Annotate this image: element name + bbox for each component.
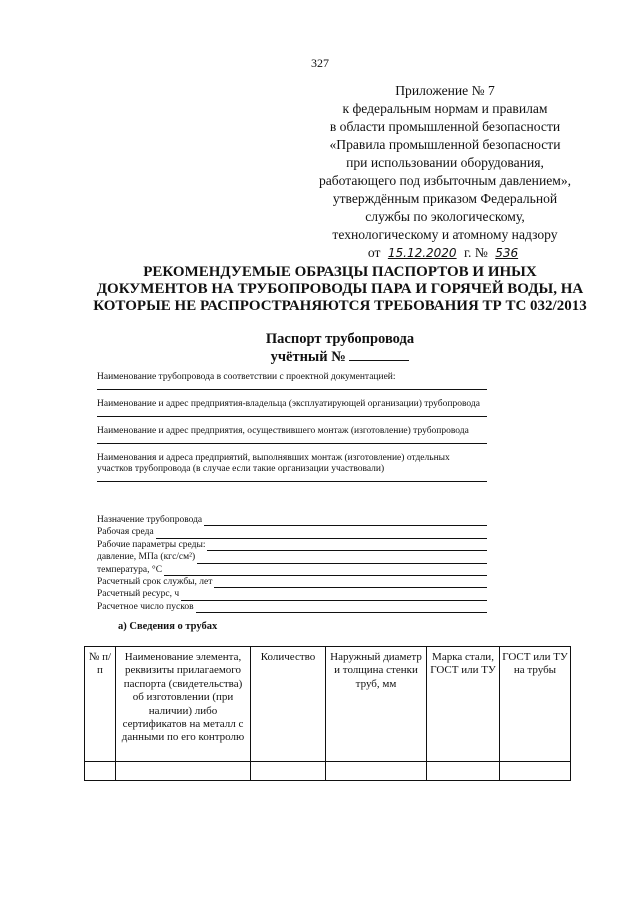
table-header-row <box>85 647 571 762</box>
form-field[interactable] <box>97 372 487 390</box>
param-label: температура, °С <box>97 564 163 575</box>
form-field[interactable] <box>97 399 487 417</box>
field-label: Наименование и адрес предприятия-владельца (эксплуатирующей организации) трубопровода <box>97 399 480 409</box>
passport-title: Паспорт трубопровода <box>265 331 415 347</box>
form-field[interactable] <box>97 453 487 482</box>
field-blank[interactable] <box>97 475 487 482</box>
param-blank[interactable] <box>181 591 487 601</box>
handwritten-date: 15.12.2020 <box>387 246 457 260</box>
handwritten-order-number: 536 <box>495 246 519 260</box>
table-header-cell: Количество <box>251 647 326 762</box>
passport-number-label: учётный № <box>270 349 346 365</box>
param-blank[interactable] <box>197 554 487 564</box>
appendix-line: технологическому и атомному надзору <box>332 227 558 242</box>
parameter-fields <box>97 514 487 613</box>
table-cell[interactable] <box>500 762 571 781</box>
param-label: Рабочая среда <box>97 527 154 538</box>
param-label: Рабочие параметры среды: <box>97 539 206 550</box>
date-prefix: от <box>367 245 381 260</box>
table-cell[interactable] <box>85 762 116 781</box>
table-cell[interactable] <box>427 762 500 781</box>
field-label: Наименование и адрес предприятия, осуществившего монтаж (изготовление) трубопровода <box>97 426 469 436</box>
param-label: Расчетный срок службы, лет <box>97 577 213 588</box>
param-label: Расчетное число пусков <box>97 601 194 612</box>
table-cell[interactable] <box>116 762 251 781</box>
appendix-line: утверждённым приказом Федеральной <box>332 191 558 206</box>
order-date-line <box>300 244 590 262</box>
appendix-line: «Правила промышленной безопасности <box>329 137 561 152</box>
field-label: Наименование трубопровода в соответствии с проектной документацией: <box>97 372 396 382</box>
main-title-line: РЕКОМЕНДУЕМЫЕ ОБРАЗЦЫ ПАСПОРТОВ И ИНЫХ <box>143 264 537 280</box>
table-header-cell: Наименование элемента, реквизиты прилагаемого паспорта (свидетельства) об изготовлении (при наличии) либо сертификатов на металл с данными по его контролю <box>116 647 251 762</box>
main-title-line: КОТОРЫЕ НЕ РАСПРОСТРАНЯЮТСЯ ТРЕБОВАНИЯ ТР ТС 032/2013 <box>93 298 587 314</box>
section-heading-pipes: а) Сведения о трубах <box>118 621 218 632</box>
pipes-table <box>84 646 571 781</box>
param-row[interactable] <box>97 601 487 613</box>
appendix-line: работающего под избыточным давлением», <box>318 173 572 188</box>
param-blank[interactable] <box>156 529 487 539</box>
param-blank[interactable] <box>207 541 487 551</box>
appendix-line: службы по экологическому, <box>365 209 525 224</box>
main-title <box>60 264 620 315</box>
param-row[interactable] <box>97 588 487 600</box>
field-blank[interactable] <box>97 383 487 390</box>
param-row[interactable] <box>97 551 487 563</box>
param-blank[interactable] <box>196 603 487 613</box>
field-blank[interactable] <box>97 437 487 444</box>
field-label: Наименования и адреса предприятий, выполнявших монтаж (изготовление) отдельных участков трубопровода (в случае если такие организации участвовали) <box>97 453 450 474</box>
appendix-block <box>300 82 590 262</box>
appendix-line: к федеральным нормам и правилам <box>342 101 548 116</box>
param-blank[interactable] <box>164 566 487 576</box>
param-row[interactable] <box>97 564 487 576</box>
table-header-cell: Марка стали, ГОСТ или ТУ <box>427 647 500 762</box>
table-header-cell: № п/п <box>85 647 116 762</box>
table-cell[interactable] <box>251 762 326 781</box>
param-label: Назначение трубопровода <box>97 515 203 525</box>
table-header-cell: Наружный диаметр и толщина стенки труб, мм <box>326 647 427 762</box>
param-row[interactable] <box>97 526 487 538</box>
appendix-line: при использовании оборудования, <box>346 155 544 170</box>
field-blank[interactable] <box>97 410 487 417</box>
param-label: давление, МПа (кгс/см²) <box>97 552 196 563</box>
param-blank[interactable] <box>204 516 487 526</box>
param-row[interactable] <box>97 576 487 588</box>
appendix-line: Приложение № 7 <box>395 83 495 98</box>
param-row[interactable] <box>97 539 487 551</box>
page-number: 327 <box>311 56 329 70</box>
passport-number-line <box>0 348 640 366</box>
passport-number-blank[interactable] <box>349 348 409 361</box>
table-header-cell: ГОСТ или ТУ на трубы <box>500 647 571 762</box>
main-title-line: ДОКУМЕНТОВ НА ТРУБОПРОВОДЫ ПАРА И ГОРЯЧЕЙ ВОДЫ, НА <box>96 281 584 297</box>
param-row[interactable] <box>97 514 487 526</box>
table-row <box>85 762 571 781</box>
param-label: Расчетный ресурс, ч <box>97 589 180 600</box>
table-cell[interactable] <box>326 762 427 781</box>
appendix-line: в области промышленной безопасности <box>329 119 561 134</box>
date-middle: г. № <box>463 245 488 260</box>
passport-fields <box>97 372 487 491</box>
passport-heading <box>0 330 640 366</box>
form-field[interactable] <box>97 426 487 444</box>
param-blank[interactable] <box>214 578 487 588</box>
